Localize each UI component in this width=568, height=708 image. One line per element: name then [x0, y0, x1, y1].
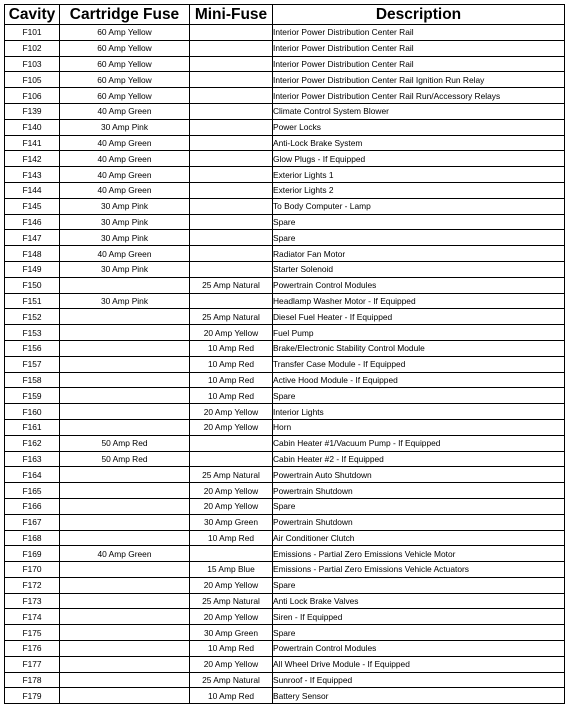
cell-description: Interior Power Distribution Center Rail — [273, 25, 565, 41]
cell-cartridge-fuse — [60, 467, 190, 483]
cell-mini-fuse: 20 Amp Yellow — [190, 483, 273, 499]
cell-description: Powertrain Shutdown — [273, 483, 565, 499]
table-row — [5, 214, 565, 230]
cell-cavity: F156 — [5, 340, 60, 356]
table-row — [5, 672, 565, 688]
cell-cartridge-fuse — [60, 656, 190, 672]
cell-cavity: F173 — [5, 593, 60, 609]
table-row — [5, 230, 565, 246]
cell-mini-fuse: 15 Amp Blue — [190, 562, 273, 578]
cell-mini-fuse: 25 Amp Natural — [190, 593, 273, 609]
cell-description: Spare — [273, 388, 565, 404]
cell-cavity: F143 — [5, 167, 60, 183]
cell-cartridge-fuse — [60, 419, 190, 435]
cell-cartridge-fuse — [60, 277, 190, 293]
cell-cavity: F169 — [5, 546, 60, 562]
cell-mini-fuse: 30 Amp Green — [190, 514, 273, 530]
table-row — [5, 593, 565, 609]
cell-cavity: F159 — [5, 388, 60, 404]
table-row — [5, 656, 565, 672]
cell-mini-fuse — [190, 293, 273, 309]
cell-cartridge-fuse: 30 Amp Pink — [60, 261, 190, 277]
cell-cavity: F160 — [5, 404, 60, 420]
cell-cartridge-fuse: 60 Amp Yellow — [60, 72, 190, 88]
cell-cavity: F162 — [5, 435, 60, 451]
cell-description: Spare — [273, 577, 565, 593]
table-row — [5, 546, 565, 562]
cell-mini-fuse: 20 Amp Yellow — [190, 498, 273, 514]
table-row — [5, 688, 565, 704]
cell-mini-fuse — [190, 182, 273, 198]
cell-mini-fuse — [190, 72, 273, 88]
table-row — [5, 404, 565, 420]
table-row — [5, 198, 565, 214]
cell-cartridge-fuse: 30 Amp Pink — [60, 119, 190, 135]
cell-cartridge-fuse — [60, 593, 190, 609]
cell-description: Headlamp Washer Motor - If Equipped — [273, 293, 565, 309]
cell-cartridge-fuse: 50 Amp Red — [60, 435, 190, 451]
table-row — [5, 467, 565, 483]
cell-description: Emissions - Partial Zero Emissions Vehicle Actuators — [273, 562, 565, 578]
cell-mini-fuse: 20 Amp Yellow — [190, 325, 273, 341]
cell-cartridge-fuse — [60, 340, 190, 356]
cell-mini-fuse: 20 Amp Yellow — [190, 404, 273, 420]
cell-mini-fuse — [190, 151, 273, 167]
cell-cartridge-fuse — [60, 577, 190, 593]
cell-cavity: F151 — [5, 293, 60, 309]
cell-description: Emissions - Partial Zero Emissions Vehicle Motor — [273, 546, 565, 562]
cell-description: Powertrain Control Modules — [273, 277, 565, 293]
cell-mini-fuse — [190, 230, 273, 246]
cell-cavity: F176 — [5, 641, 60, 657]
table-row — [5, 372, 565, 388]
cell-cartridge-fuse — [60, 672, 190, 688]
cell-mini-fuse: 25 Amp Natural — [190, 309, 273, 325]
header-row — [5, 5, 565, 25]
cell-description: Sunroof - If Equipped — [273, 672, 565, 688]
cell-cavity: F103 — [5, 56, 60, 72]
table-row — [5, 483, 565, 499]
header-description: Description — [273, 5, 565, 25]
cell-description: Powertrain Control Modules — [273, 641, 565, 657]
cell-cavity: F146 — [5, 214, 60, 230]
cell-description: Horn — [273, 419, 565, 435]
cell-cavity: F172 — [5, 577, 60, 593]
cell-description: Powertrain Shutdown — [273, 514, 565, 530]
table-row — [5, 514, 565, 530]
cell-cavity: F140 — [5, 119, 60, 135]
cell-mini-fuse — [190, 198, 273, 214]
cell-cavity: F105 — [5, 72, 60, 88]
table-row — [5, 246, 565, 262]
cell-description: Brake/Electronic Stability Control Module — [273, 340, 565, 356]
header-cavity: Cavity — [5, 5, 60, 25]
cell-mini-fuse — [190, 135, 273, 151]
cell-description: Anti-Lock Brake System — [273, 135, 565, 151]
table-row — [5, 356, 565, 372]
table-row — [5, 103, 565, 119]
cell-mini-fuse: 20 Amp Yellow — [190, 577, 273, 593]
cell-cartridge-fuse: 40 Amp Green — [60, 151, 190, 167]
cell-cavity: F145 — [5, 198, 60, 214]
cell-cartridge-fuse: 60 Amp Yellow — [60, 40, 190, 56]
table-header — [5, 5, 565, 25]
table-row — [5, 340, 565, 356]
cell-cartridge-fuse: 40 Amp Green — [60, 246, 190, 262]
table-row — [5, 72, 565, 88]
cell-cartridge-fuse: 50 Amp Red — [60, 451, 190, 467]
cell-description: Exterior Lights 2 — [273, 182, 565, 198]
cell-mini-fuse — [190, 103, 273, 119]
table-row — [5, 135, 565, 151]
cell-cartridge-fuse — [60, 625, 190, 641]
cell-mini-fuse — [190, 546, 273, 562]
cell-cavity: F165 — [5, 483, 60, 499]
cell-mini-fuse — [190, 56, 273, 72]
cell-description: Power Locks — [273, 119, 565, 135]
cell-cavity: F164 — [5, 467, 60, 483]
cell-mini-fuse — [190, 261, 273, 277]
cell-cavity: F177 — [5, 656, 60, 672]
cell-cavity: F141 — [5, 135, 60, 151]
table-row — [5, 641, 565, 657]
cell-description: Spare — [273, 498, 565, 514]
cell-cavity: F152 — [5, 309, 60, 325]
cell-cartridge-fuse — [60, 388, 190, 404]
cell-cartridge-fuse — [60, 498, 190, 514]
cell-description: All Wheel Drive Module - If Equipped — [273, 656, 565, 672]
cell-mini-fuse — [190, 119, 273, 135]
cell-mini-fuse: 20 Amp Yellow — [190, 419, 273, 435]
cell-cartridge-fuse: 40 Amp Green — [60, 135, 190, 151]
cell-cartridge-fuse — [60, 356, 190, 372]
cell-cartridge-fuse — [60, 372, 190, 388]
cell-mini-fuse — [190, 451, 273, 467]
cell-mini-fuse: 25 Amp Natural — [190, 277, 273, 293]
table-row — [5, 56, 565, 72]
cell-cavity: F144 — [5, 182, 60, 198]
cell-description: Interior Power Distribution Center Rail — [273, 40, 565, 56]
table-row — [5, 577, 565, 593]
cell-description: Siren - If Equipped — [273, 609, 565, 625]
cell-description: Exterior Lights 1 — [273, 167, 565, 183]
cell-cartridge-fuse: 40 Amp Green — [60, 546, 190, 562]
cell-cartridge-fuse: 30 Amp Pink — [60, 214, 190, 230]
cell-cartridge-fuse — [60, 562, 190, 578]
table-row — [5, 182, 565, 198]
cell-cavity: F175 — [5, 625, 60, 641]
cell-mini-fuse: 10 Amp Red — [190, 688, 273, 704]
cell-cavity: F153 — [5, 325, 60, 341]
table-row — [5, 451, 565, 467]
cell-cavity: F157 — [5, 356, 60, 372]
cell-description: Active Hood Module - If Equipped — [273, 372, 565, 388]
cell-cavity: F179 — [5, 688, 60, 704]
cell-description: Interior Power Distribution Center Rail Ignition Run Relay — [273, 72, 565, 88]
table-row — [5, 388, 565, 404]
cell-cavity: F106 — [5, 88, 60, 104]
table-row — [5, 277, 565, 293]
cell-cavity: F174 — [5, 609, 60, 625]
cell-cavity: F158 — [5, 372, 60, 388]
table-row — [5, 119, 565, 135]
cell-cavity: F102 — [5, 40, 60, 56]
cell-cartridge-fuse — [60, 309, 190, 325]
cell-description: Diesel Fuel Heater - If Equipped — [273, 309, 565, 325]
table-row — [5, 40, 565, 56]
cell-mini-fuse: 25 Amp Natural — [190, 672, 273, 688]
cell-mini-fuse: 10 Amp Red — [190, 388, 273, 404]
table-row — [5, 530, 565, 546]
cell-description: Battery Sensor — [273, 688, 565, 704]
cell-cavity: F167 — [5, 514, 60, 530]
cell-cartridge-fuse — [60, 404, 190, 420]
table-body — [5, 25, 565, 704]
cell-description: Powertrain Auto Shutdown — [273, 467, 565, 483]
table-row — [5, 261, 565, 277]
cell-mini-fuse — [190, 88, 273, 104]
cell-description: Spare — [273, 214, 565, 230]
cell-cavity: F149 — [5, 261, 60, 277]
cell-description: Climate Control System Blower — [273, 103, 565, 119]
cell-cartridge-fuse: 30 Amp Pink — [60, 198, 190, 214]
cell-cavity: F139 — [5, 103, 60, 119]
cell-description: Radiator Fan Motor — [273, 246, 565, 262]
cell-description: Cabin Heater #1/Vacuum Pump - If Equipped — [273, 435, 565, 451]
cell-cartridge-fuse: 60 Amp Yellow — [60, 88, 190, 104]
cell-cavity: F163 — [5, 451, 60, 467]
cell-description: Glow Plugs - If Equipped — [273, 151, 565, 167]
cell-cavity: F147 — [5, 230, 60, 246]
cell-mini-fuse: 10 Amp Red — [190, 641, 273, 657]
cell-description: Starter Solenoid — [273, 261, 565, 277]
table-row — [5, 88, 565, 104]
cell-mini-fuse — [190, 25, 273, 41]
header-cartridge-fuse: Cartridge Fuse — [60, 5, 190, 25]
cell-cartridge-fuse: 40 Amp Green — [60, 167, 190, 183]
table-row — [5, 325, 565, 341]
cell-cartridge-fuse: 30 Amp Pink — [60, 230, 190, 246]
table-row — [5, 167, 565, 183]
cell-description: Interior Lights — [273, 404, 565, 420]
table-row — [5, 498, 565, 514]
cell-cavity: F170 — [5, 562, 60, 578]
table-row — [5, 151, 565, 167]
header-mini-fuse: Mini-Fuse — [190, 5, 273, 25]
cell-mini-fuse: 20 Amp Yellow — [190, 609, 273, 625]
cell-cartridge-fuse — [60, 641, 190, 657]
table-row — [5, 435, 565, 451]
cell-cavity: F178 — [5, 672, 60, 688]
table-row — [5, 625, 565, 641]
cell-cartridge-fuse — [60, 325, 190, 341]
cell-description: Spare — [273, 230, 565, 246]
cell-description: Transfer Case Module - If Equipped — [273, 356, 565, 372]
cell-cavity: F148 — [5, 246, 60, 262]
cell-cavity: F168 — [5, 530, 60, 546]
cell-cartridge-fuse — [60, 514, 190, 530]
table-row — [5, 609, 565, 625]
cell-description: Interior Power Distribution Center Rail — [273, 56, 565, 72]
cell-mini-fuse — [190, 435, 273, 451]
cell-cartridge-fuse — [60, 483, 190, 499]
cell-cavity: F142 — [5, 151, 60, 167]
cell-cartridge-fuse: 60 Amp Yellow — [60, 56, 190, 72]
cell-description: To Body Computer - Lamp — [273, 198, 565, 214]
cell-description: Anti Lock Brake Valves — [273, 593, 565, 609]
cell-mini-fuse — [190, 167, 273, 183]
cell-cartridge-fuse: 40 Amp Green — [60, 103, 190, 119]
cell-cartridge-fuse — [60, 530, 190, 546]
cell-mini-fuse — [190, 246, 273, 262]
cell-cartridge-fuse — [60, 688, 190, 704]
table-row — [5, 309, 565, 325]
cell-mini-fuse — [190, 40, 273, 56]
cell-mini-fuse — [190, 214, 273, 230]
cell-cavity: F166 — [5, 498, 60, 514]
cell-cartridge-fuse: 30 Amp Pink — [60, 293, 190, 309]
cell-cavity: F150 — [5, 277, 60, 293]
cell-cavity: F101 — [5, 25, 60, 41]
cell-mini-fuse: 10 Amp Red — [190, 372, 273, 388]
cell-description: Fuel Pump — [273, 325, 565, 341]
cell-cartridge-fuse — [60, 609, 190, 625]
cell-cartridge-fuse: 40 Amp Green — [60, 182, 190, 198]
table-row — [5, 25, 565, 41]
table-row — [5, 419, 565, 435]
cell-cartridge-fuse: 60 Amp Yellow — [60, 25, 190, 41]
cell-mini-fuse: 10 Amp Red — [190, 356, 273, 372]
cell-mini-fuse: 30 Amp Green — [190, 625, 273, 641]
cell-mini-fuse: 25 Amp Natural — [190, 467, 273, 483]
fuse-table — [4, 4, 565, 704]
cell-description: Interior Power Distribution Center Rail Run/Accessory Relays — [273, 88, 565, 104]
cell-description: Spare — [273, 625, 565, 641]
table-row — [5, 293, 565, 309]
cell-description: Cabin Heater #2 - If Equipped — [273, 451, 565, 467]
cell-cavity: F161 — [5, 419, 60, 435]
table-row — [5, 562, 565, 578]
cell-mini-fuse: 20 Amp Yellow — [190, 656, 273, 672]
cell-mini-fuse: 10 Amp Red — [190, 340, 273, 356]
cell-mini-fuse: 10 Amp Red — [190, 530, 273, 546]
cell-description: Air Conditioner Clutch — [273, 530, 565, 546]
